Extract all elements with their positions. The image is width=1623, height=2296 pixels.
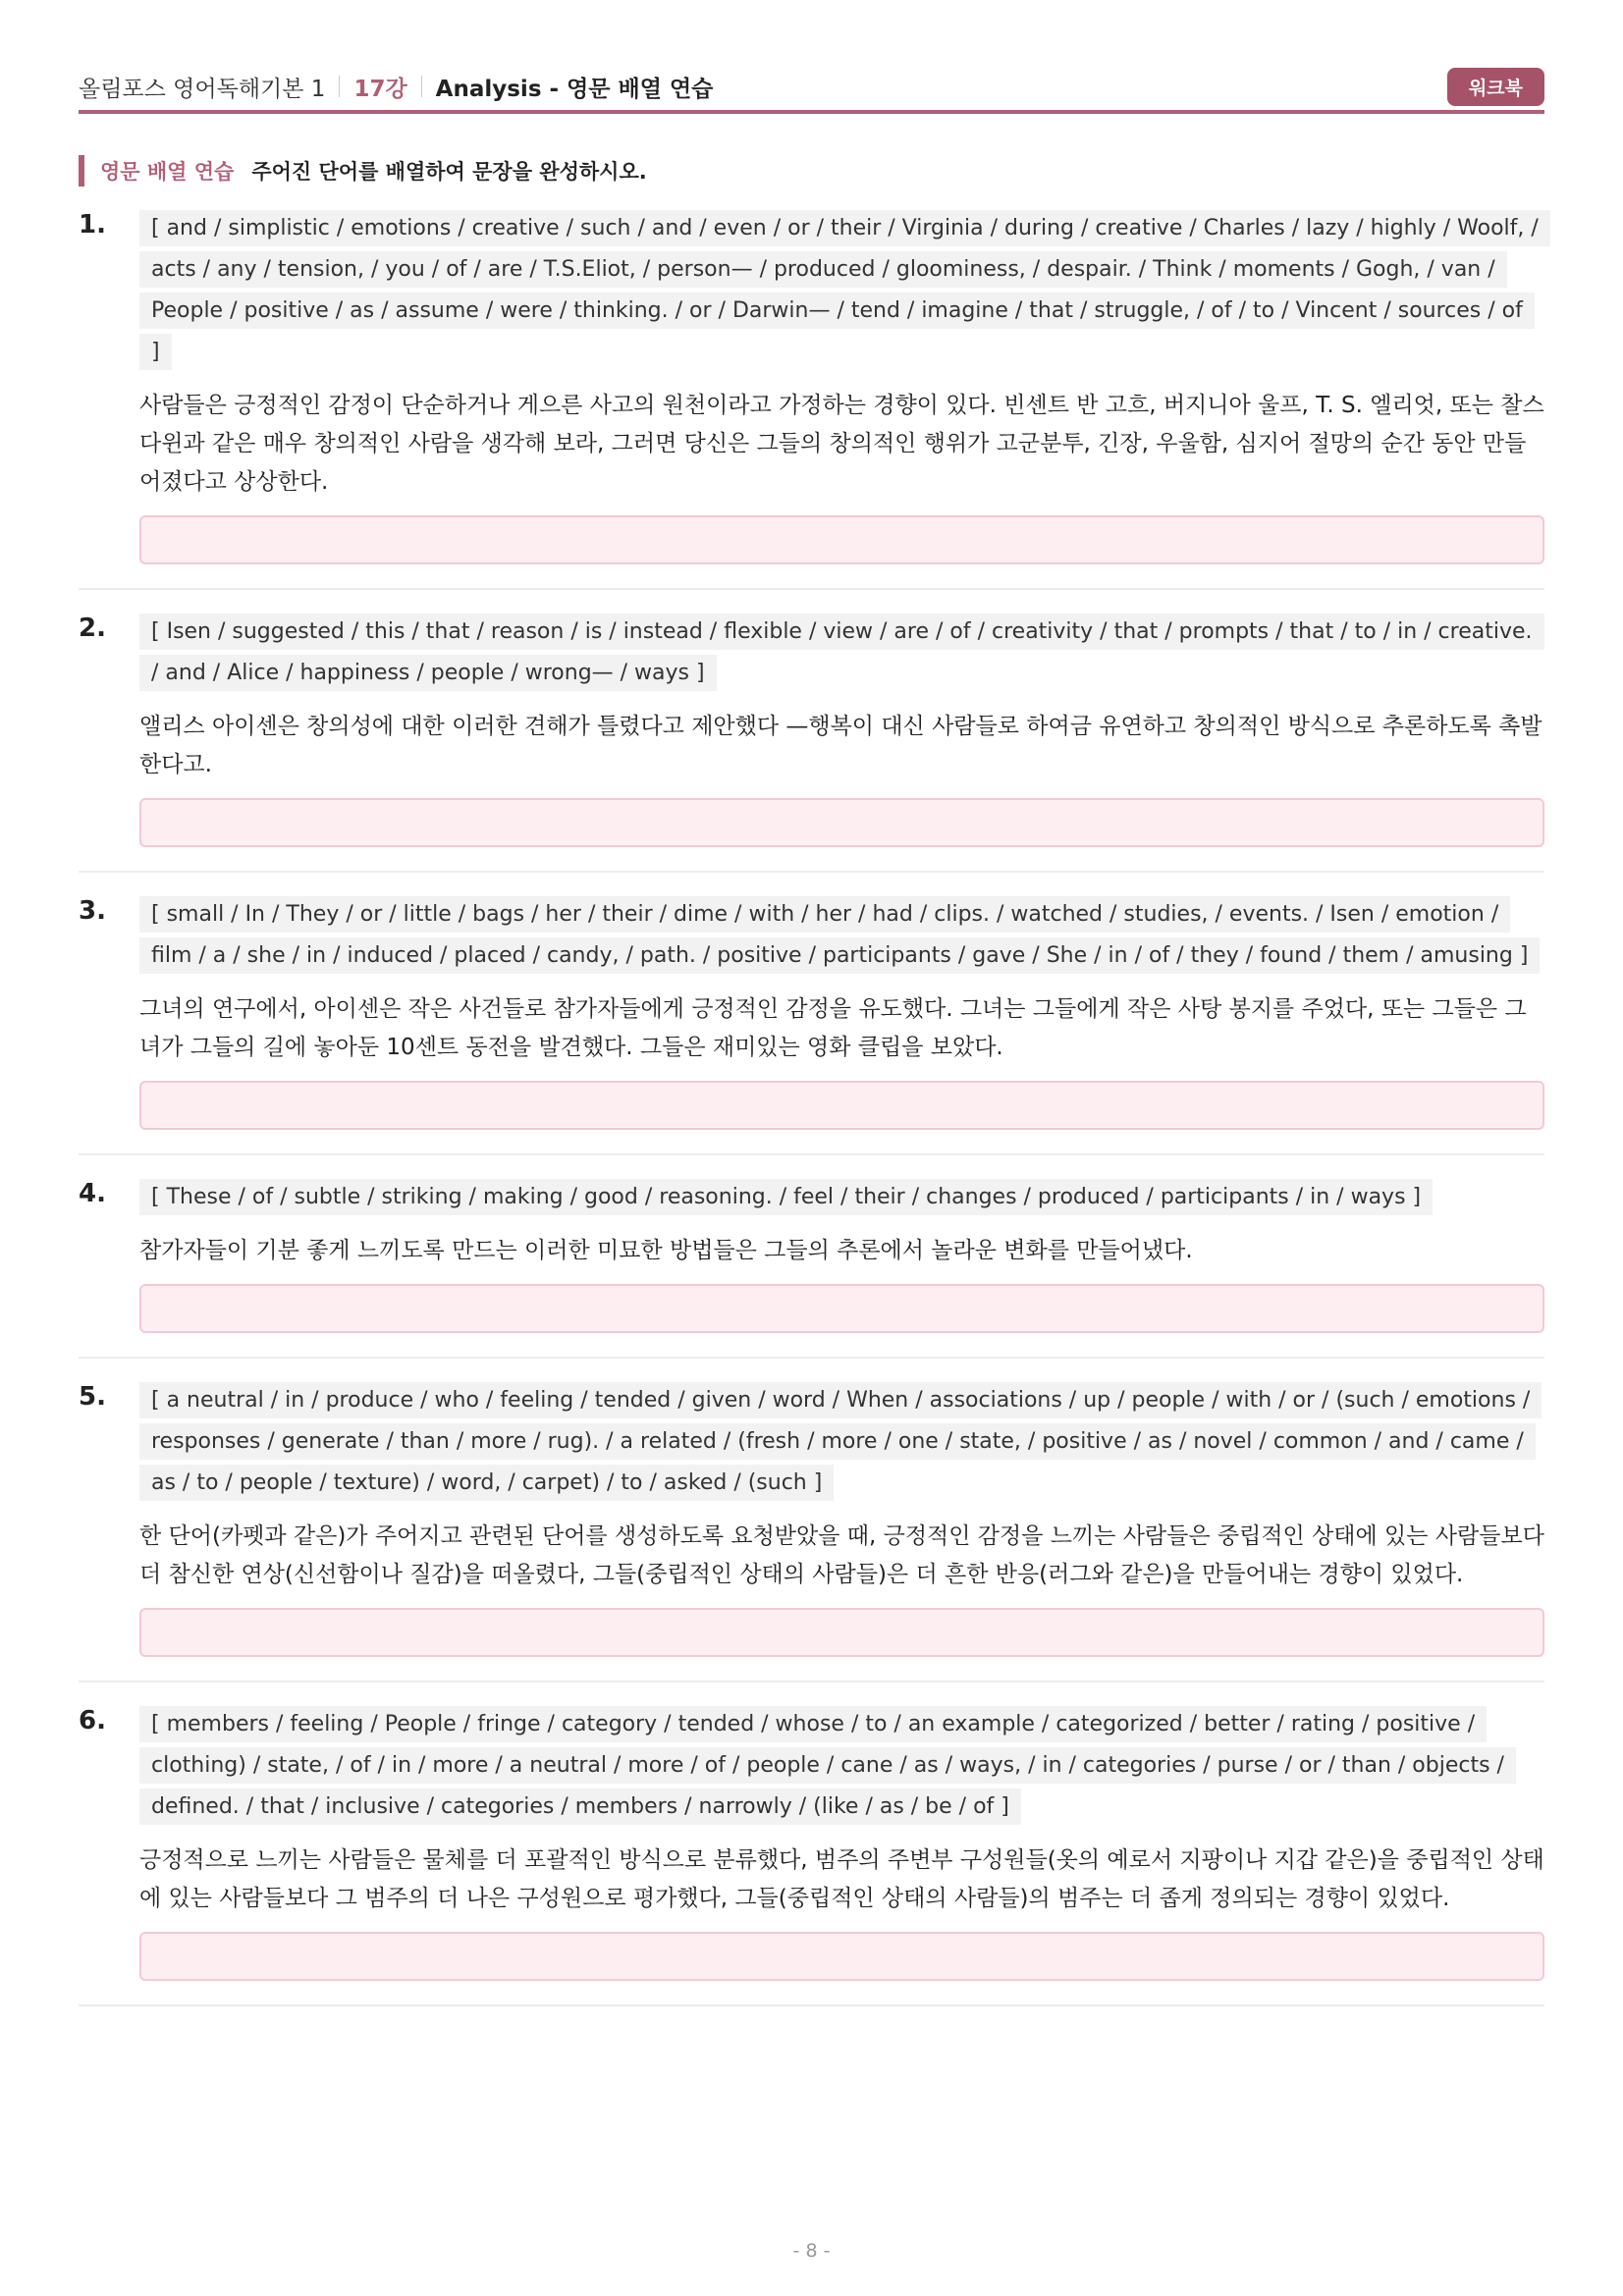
answer-field[interactable] <box>139 1608 1544 1657</box>
word-bank: [ These / of / subtle / striking / making / good / reasoning. / feel / their / changes / produced / participants / in / ways ] <box>139 1179 1433 1215</box>
word-bank: [ a neutral / in / produce / who / feeling / tended / given / word / When / associations / up / people / with / or / (such / emotions / responses / generate / than / more / rug). / a related / (fresh / more / one / state, / positive / as / novel / common / and / came / as / to / people / texture) / word, / carpet) / to / asked / (such ] <box>139 1382 1542 1501</box>
exercise-item <box>79 1696 1544 2006</box>
korean-translation: 참가자들이 기분 좋게 느끼도록 만드는 이러한 미묘한 방법들은 그들의 추론에서 놀라운 변화를 만들어냈다. <box>139 1238 1193 1263</box>
exercise-list <box>79 200 1544 2020</box>
answer-field[interactable] <box>139 798 1544 847</box>
exercise-number: 6. <box>79 1706 106 1735</box>
lesson-number: 17강 <box>353 76 407 102</box>
word-bank: [ and / simplistic / emotions / creative / such / and / even / or / their / Virginia / during / creative / Charles / lazy / highly / Woolf, / acts / any / tension, / you / of / are / T.S.Eliot, / person— / produced / gloominess, / despair. / Think / moments / Gogh, / van / People / positive / as / assume / were / thinking. / or / Darwin— / tend / imagine / that / struggle, / of / to / Vincent / sources / of ] <box>139 210 1550 370</box>
section-heading <box>79 155 647 187</box>
exercise-item <box>79 886 1544 1155</box>
header-divider <box>339 76 340 97</box>
answer-field[interactable] <box>139 1932 1544 1981</box>
page-title: Analysis - 영문 배열 연습 <box>435 76 714 102</box>
exercise-number: 5. <box>79 1382 106 1412</box>
korean-translation: 사람들은 긍정적인 감정이 단순하거나 게으른 사고의 원천이라고 가정하는 경향이 있다. 빈센트 반 고흐, 버지니아 울프, T. S. 엘리엇, 또는 찰스 다윈과 같은 매우 창의적인 사람을 생각해 보라, 그러면 당신은 그들의 창의적인 행위가 고군분투, 긴장, 우울함, 심지어 절망의 순간 동안 만들어졌다고 상상한다. <box>139 393 1544 495</box>
answer-field[interactable] <box>139 515 1544 564</box>
page-header <box>79 63 1544 114</box>
korean-translation: 한 단어(카펫과 같은)가 주어지고 관련된 단어를 생성하도록 요청받았을 때, 긍정적인 감정을 느끼는 사람들은 중립적인 상태에 있는 사람들보다 더 참신한 연상(신선함이나 질감)을 떠올렸다, 그들(중립적인 상태의 사람들)은 더 흔한 반응(러그와 같은)을 만들어내는 경향이 있었다. <box>139 1523 1544 1587</box>
answer-field[interactable] <box>139 1081 1544 1130</box>
exercise-number: 1. <box>79 210 106 240</box>
book-title: 올림포스 영어독해기본 1 <box>79 76 326 102</box>
word-bank: [ Isen / suggested / this / that / reason / is / instead / flexible / view / are / of / creativity / that / prompts / that / to / in / creative. / and / Alice / happiness / people / wrong— / ways ] <box>139 614 1544 691</box>
exercise-item <box>79 1372 1544 1682</box>
korean-translation: 앨리스 아이센은 창의성에 대한 이러한 견해가 틀렸다고 제안했다 —행복이 대신 사람들로 하여금 유연하고 창의적인 방식으로 추론하도록 촉발한다고. <box>139 714 1542 777</box>
korean-translation: 그녀의 연구에서, 아이센은 작은 사건들로 참가자들에게 긍정적인 감정을 유도했다. 그녀는 그들에게 작은 사탕 봉지를 주었다, 또는 그들은 그녀가 그들의 길에 놓아둔 10센트 동전을 발견했다. 그들은 재미있는 영화 클립을 보았다. <box>139 996 1527 1060</box>
exercise-item <box>79 200 1544 590</box>
header-divider <box>421 76 422 97</box>
section-label: 영문 배열 연습 <box>100 160 235 184</box>
exercise-number: 2. <box>79 614 106 643</box>
answer-field[interactable] <box>139 1284 1544 1333</box>
exercise-item <box>79 1169 1544 1359</box>
exercise-item <box>79 604 1544 873</box>
page-number: - 8 - <box>792 2240 831 2262</box>
exercise-number: 3. <box>79 896 106 926</box>
word-bank: [ small / In / They / or / little / bags / her / their / dime / with / her / had / clips. / watched / studies, / events. / Isen / emotion / film / a / she / in / induced / placed / candy, / path. / positive / participants / gave / She / in / of / they / found / them / amusing ] <box>139 896 1540 974</box>
workbook-badge: 워크북 <box>1447 68 1544 106</box>
section-instruction: 주어진 단어를 배열하여 문장을 완성하시오. <box>251 160 647 184</box>
exercise-number: 4. <box>79 1179 106 1208</box>
word-bank: [ members / feeling / People / fringe / category / tended / whose / to / an example / categorized / better / rating / positive / clothing) / state, / of / in / more / a neutral / more / of / people / cane / as / ways, / in / categories / purse / or / than / objects / defined. / that / inclusive / categories / members / narrowly / (like / as / be / of ] <box>139 1706 1516 1825</box>
korean-translation: 긍정적으로 느끼는 사람들은 물체를 더 포괄적인 방식으로 분류했다, 범주의 주변부 구성원들(옷의 예로서 지팡이나 지갑 같은)을 중립적인 상태에 있는 사람들보다 그 범주의 더 나은 구성원으로 평가했다, 그들(중립적인 상태의 사람들)의 범주는 더 좁게 정의되는 경향이 있었다. <box>139 1847 1544 1911</box>
